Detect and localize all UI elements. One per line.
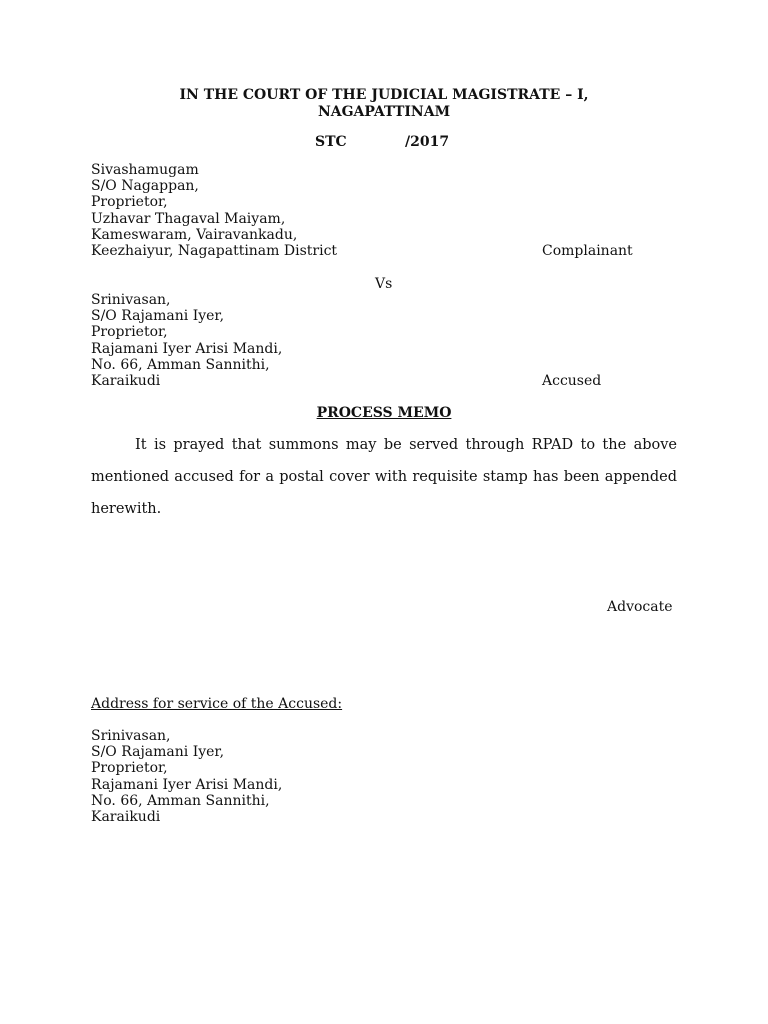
- memo-body: It is prayed that summons may be served through RPAD to the above mentioned accused for a postal cover with requisite stamp has been appended herewith.: [91, 437, 677, 517]
- complainant-line: Uzhavar Thagaval Maiyam,: [91, 210, 286, 227]
- memo-paragraph: [91, 429, 677, 525]
- service-address-line: Rajamani Iyer Arisi Mandi,: [91, 776, 283, 793]
- accused-role: Accused: [542, 373, 602, 389]
- complainant-address: [91, 162, 337, 259]
- accused-line: Proprietor,: [91, 324, 168, 341]
- case-year: /2017: [405, 134, 450, 150]
- service-address-line: Karaikudi: [91, 809, 161, 826]
- service-address-heading: Address for service of the Accused:: [91, 696, 343, 712]
- complainant-line: Sivashamugam: [91, 162, 199, 178]
- court-title-line2: NAGAPATTINAM: [317, 104, 451, 120]
- accused-line: No. 66, Amman Sannithi,: [91, 356, 270, 373]
- service-address-line: Proprietor,: [91, 760, 168, 777]
- memo-title: PROCESS MEMO: [316, 405, 452, 421]
- service-address: [91, 728, 282, 825]
- service-address-line: No. 66, Amman Sannithi,: [91, 792, 270, 809]
- accused-address: [91, 292, 282, 389]
- complainant-line: S/O Nagappan,: [91, 178, 199, 195]
- service-address-line: S/O Rajamani Iyer,: [91, 744, 225, 761]
- court-title-line1: IN THE COURT OF THE JUDICIAL MAGISTRATE – I,: [179, 87, 589, 103]
- complainant-line: Proprietor,: [91, 194, 168, 211]
- accused-line: Karaikudi: [91, 373, 161, 390]
- complainant-line: Kameswaram, Vairavankadu,: [91, 226, 298, 243]
- complainant-line: Keezhaiyur, Nagapattinam District: [91, 243, 338, 260]
- complainant-role: Complainant: [542, 243, 633, 259]
- case-prefix: STC: [315, 134, 347, 150]
- accused-line: Rajamani Iyer Arisi Mandi,: [91, 340, 283, 357]
- accused-line: S/O Rajamani Iyer,: [91, 308, 225, 325]
- accused-line: Srinivasan,: [91, 292, 171, 308]
- versus-label: Vs: [375, 276, 393, 292]
- service-address-line: Srinivasan,: [91, 728, 171, 744]
- signature-label: Advocate: [607, 599, 673, 615]
